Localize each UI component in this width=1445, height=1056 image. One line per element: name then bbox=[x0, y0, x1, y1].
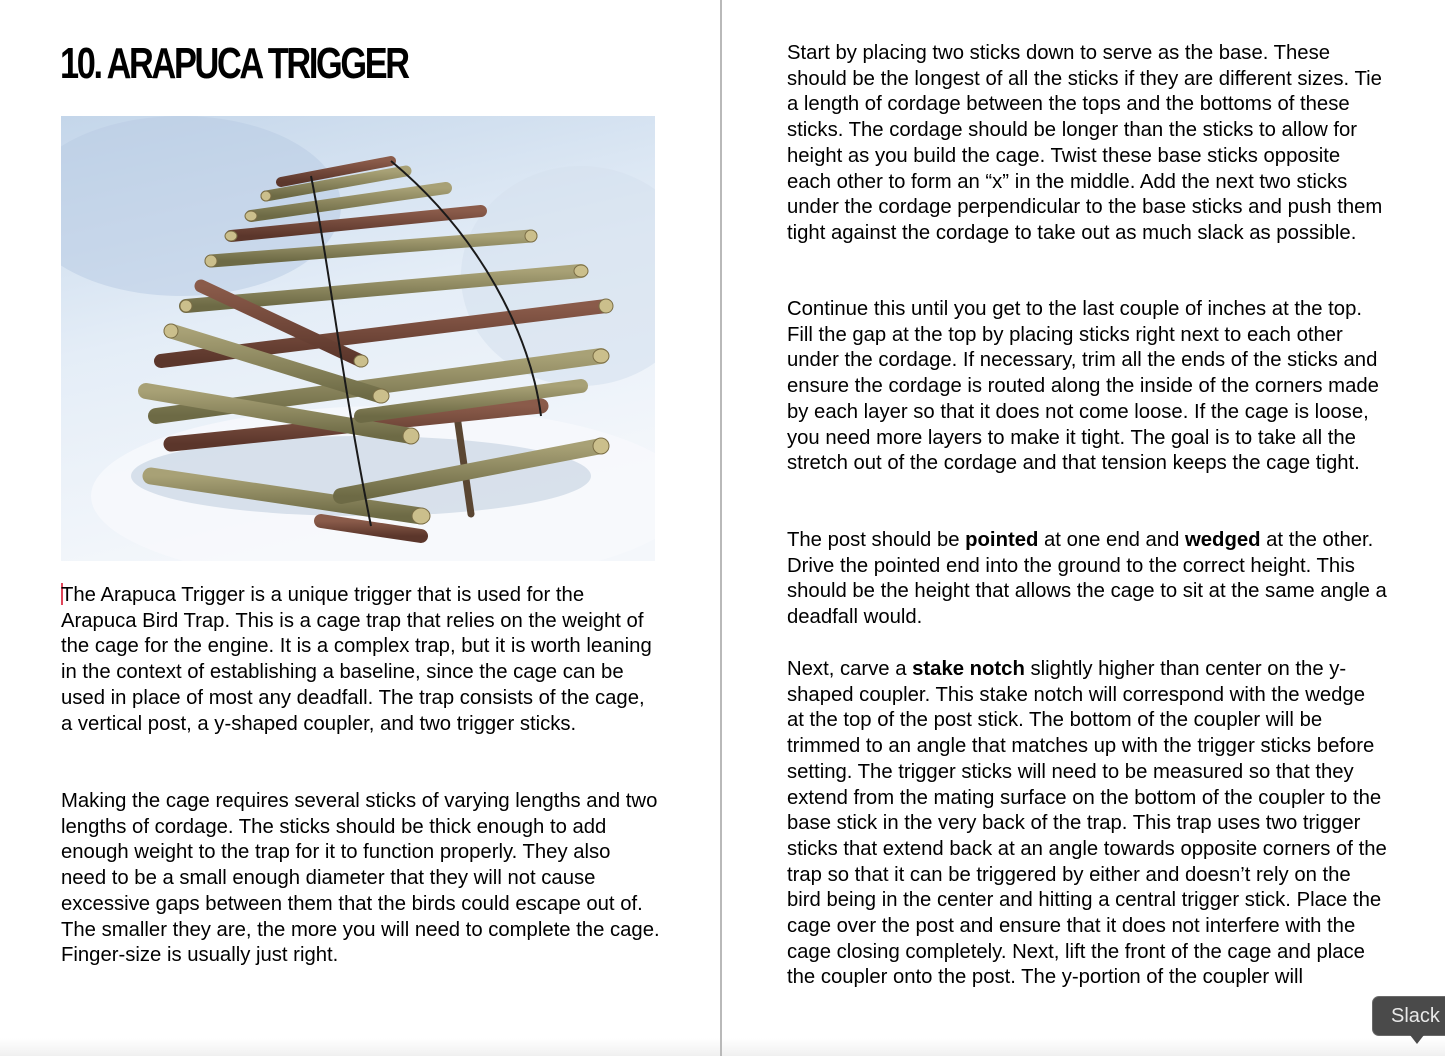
post-text-a: The post should be bbox=[787, 529, 966, 551]
left-page bbox=[0, 0, 720, 1056]
post-text-c: at one end and bbox=[1038, 529, 1185, 551]
slack-tooltip[interactable]: Slack bbox=[1372, 996, 1445, 1036]
notch-text-c: slightly higher than center on the y-shaped coupler. This stake notch will correspond with the wedge at the top of the post stick. The bottom of the coupler will be trimmed to an angle that matches up with the trigger sticks before setting. The trigger sticks will need to be measured so that they extend from the mating surface on the bottom of the coupler to the base stick in the very back of the trap. This trap uses two trigger sticks that extend back at an angle towards opposite corners of the trap so that it can be triggered by either and doesn’t rely on the bird being in the center and hitting a central trigger stick. Place the cage over the post and ensure that it does not interfere with the cage closing completely. Next, lift the front of the cage and place the coupler onto the post. The y-portion of the coupler will bbox=[787, 658, 1387, 989]
continue-paragraph: Continue this until you get to the last couple of inches at the top. Fill the gap at the top by placing sticks right next to each other under the cordage. If necessary, trim all the ends of the sticks and ensure the cordage is routed along the inside of the corners made by each layer so that it does not come loose. If the cage is loose, you need more layers to make it tight. The goal is to take all the stretch out of the cordage and that tension keeps the cage tight. bbox=[787, 298, 1379, 475]
notch-paragraph bbox=[787, 657, 1387, 991]
right-page bbox=[722, 0, 1445, 1056]
post-text-e: at the other. Drive the pointed end into the ground to the correct height. This should be the height that allows the cage to sit at the same angle a deadfall would. bbox=[787, 529, 1387, 629]
cage-paragraph: Making the cage requires several sticks of varying lengths and two lengths of cordage. The sticks should be thick enough to add enough weight to the trap for it to function properly. They also need to be a small enough diameter that they will not cause excessive gaps between them that the birds could escape out of. The smaller they are, the more you will need to complete the cage. Finger-size is usually just right. bbox=[61, 790, 660, 967]
arapuca-cage-on-snow-image bbox=[61, 116, 655, 561]
post-bold-pointed: pointed bbox=[965, 529, 1039, 551]
post-paragraph bbox=[787, 528, 1387, 631]
page-title: 10. ARAPUCA TRIGGER bbox=[60, 39, 408, 88]
intro-paragraph bbox=[61, 583, 661, 737]
tooltip-pointer bbox=[1410, 1035, 1424, 1044]
arapuca-cage-photo bbox=[61, 116, 655, 561]
left-page-bottom-shadow bbox=[0, 1038, 720, 1056]
notch-text-a: Next, carve a bbox=[787, 658, 913, 680]
base-paragraph: Start by placing two sticks down to serve as the base. These should be the longest of all the sticks if they are different sizes. Tie a length of cordage between the tops and the bottoms of these sticks. The cordage should be longer than the sticks to allow for height as you build the cage. Twist these base sticks opposite each other to form an “x” in the middle. Add the next two sticks under the cordage perpendicular to the base sticks and push them tight against the cordage to take out as much slack as possible. bbox=[787, 42, 1383, 244]
post-bold-wedged: wedged bbox=[1185, 529, 1261, 551]
right-page-bottom-shadow bbox=[722, 1038, 1445, 1056]
notch-bold-stake-notch: stake notch bbox=[912, 658, 1025, 680]
intro-paragraph-text: The Arapuca Trigger is a unique trigger that is used for the Arapuca Bird Trap. This is a cage trap that relies on the weight of the cage for the engine. It is a complex trap, but it is worth leaning in the context of establishing a baseline, since the cage can be used in place of most any deadfall. The trap consists of the cage, a vertical post, a y-shaped coupler, and two trigger sticks. bbox=[61, 584, 652, 735]
